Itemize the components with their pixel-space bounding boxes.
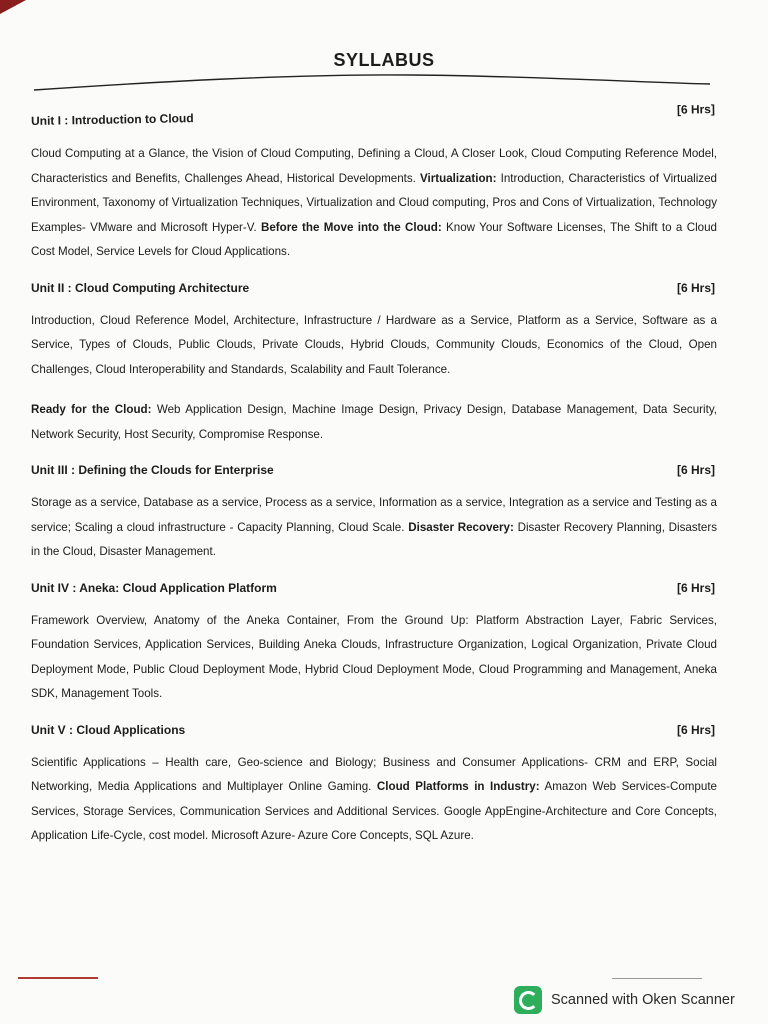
unit-heading: Unit I : Introduction to Cloud [30,111,194,128]
unit-3 [31,463,717,565]
footer-rule-left [18,977,98,979]
unit-heading: Unit III : Defining the Clouds for Enterprise [31,463,274,477]
scanner-watermark [514,986,735,1014]
oken-scanner-logo-icon [514,986,542,1014]
unit-hours: [6 Hrs] [676,463,715,477]
unit-4 [31,581,717,707]
unit-hours: [6 Hrs] [676,580,715,595]
syllabus-body [30,102,718,865]
unit-hours: [6 Hrs] [676,102,716,117]
footer-rule-right [612,978,702,979]
unit-paragraph: Storage as a service, Database as a service, Process as a service, Information as a service, Integration as a service and Testing as a service; Scaling a cloud infrastructure - Capacity Planning, Cloud Scale. Disaster Recovery: Disaster Recovery Planning, Disasters in the Cloud, Disaster Management. [31,496,718,558]
unit-hours: [6 Hrs] [676,722,715,737]
unit-1 [30,102,717,265]
unit-heading: Unit II : Cloud Computing Architecture [31,280,250,295]
unit-heading: Unit IV : Aneka: Cloud Application Platform [31,580,277,595]
unit-2 [31,281,717,448]
unit-5 [31,723,717,849]
page-title: SYLLABUS [333,50,435,70]
unit-paragraph: Framework Overview, Anatomy of the Aneka Container, From the Ground Up: Platform Abstraction Layer, Fabric Services, Foundation Services, Application Services, Building Aneka Clouds, Infrastructure Organization, Logical Organization, Private Cloud Deployment Mode, Public Cloud Deployment Mode, Hybrid Cloud Deployment Mode, Cloud Programming and Management, Aneka SDK, Management Tools. [31,613,717,700]
scan-corner-mark [0,0,26,14]
unit-paragraph: Scientific Applications – Health care, Geo-science and Biology; Business and Consumer Applications- CRM and ERP, Social Networking, Media Applications and Multiplayer Online Gaming. Cloud Platforms in Industry: Amazon Web Services-Compute Services, Storage Services, Communication Services and Additional Services. Google AppEngine-Architecture and Core Concepts, Application Life-Cycle, cost model. Microsoft Azure- Azure Core Concepts, SQL Azure. [31,755,717,842]
scanner-watermark-text: Scanned with Oken Scanner [551,992,735,1008]
unit-heading: Unit V : Cloud Applications [31,722,186,737]
unit-hours: [6 Hrs] [676,280,715,295]
unit-paragraph: Introduction, Cloud Reference Model, Architecture, Infrastructure / Hardware as a Service, Platform as a Service, Software as a Service, Types of Clouds, Public Clouds, Private Clouds, Hybrid Clouds, Community Clouds, Economics of the Cloud, Open Challenges, Cloud Interoperability and Standards, Scalability and Fault Tolerance. [31,313,717,376]
unit-paragraph: Ready for the Cloud: Web Application Design, Machine Image Design, Privacy Design, Database Management, Data Security, Network Security, Host Security, Compromise Response. [31,403,717,441]
unit-paragraph: Cloud Computing at a Glance, the Vision of Cloud Computing, Defining a Cloud, A Closer Look, Cloud Computing Reference Model, Characteristics and Benefits, Challenges Ahead, Historical Developments. Virtualization: Introduction, Characteristics of Virtualized Environment, Taxonomy of Virtualization Techniques, Virtualization and Cloud computing, Pros and Cons of Virtualization, Technology Examples- VMware and Microsoft Hyper-V. Before the Move into the Cloud: Know Your Software Licenses, The Shift to a Cloud Cost Model, Service Levels for Cloud Applications. [31,147,717,258]
title-underline [32,72,712,94]
